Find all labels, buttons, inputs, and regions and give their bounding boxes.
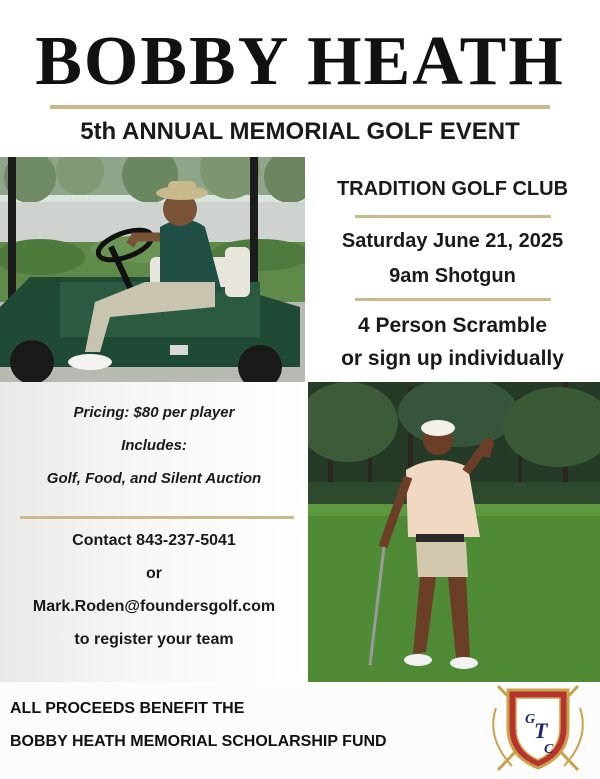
logo-letter-g: G	[525, 712, 536, 727]
divider-venue	[355, 215, 551, 218]
includes-items: Golf, Food, and Silent Auction	[46, 470, 262, 487]
format-line-1: 4 Person Scramble	[357, 314, 548, 337]
divider-top	[50, 105, 550, 109]
club-crest-logo	[482, 678, 594, 774]
golfer-photo	[308, 382, 600, 682]
venue-name: TRADITION GOLF CLUB	[336, 178, 569, 200]
contact-email[interactable]: Mark.Roden@foundersgolf.com	[32, 598, 276, 615]
page-title: BOBBY HEATH	[35, 23, 565, 100]
logo-letter-t: T	[534, 718, 548, 743]
event-start-time: 9am Shotgun	[389, 265, 516, 287]
footer-line-2: BOBBY HEATH MEMORIAL SCHOLARSHIP FUND	[10, 733, 387, 750]
golf-cart-photo	[0, 157, 305, 382]
divider-contact	[20, 516, 294, 519]
contact-phone[interactable]: Contact 843-237-5041	[72, 532, 236, 549]
contact-or: or	[146, 565, 162, 582]
footer-line-1: ALL PROCEEDS BENEFIT THE	[10, 700, 245, 717]
pricing-text: Pricing: $80 per player	[73, 404, 235, 421]
register-cta: to register your team	[74, 631, 234, 648]
event-subtitle: 5th ANNUAL MEMORIAL GOLF EVENT	[80, 118, 520, 145]
event-date: Saturday June 21, 2025	[341, 230, 564, 252]
format-line-2: or sign up individually	[341, 347, 564, 370]
divider-time	[355, 298, 551, 301]
logo-letter-c: C	[544, 742, 554, 757]
includes-label: Includes:	[121, 437, 187, 454]
